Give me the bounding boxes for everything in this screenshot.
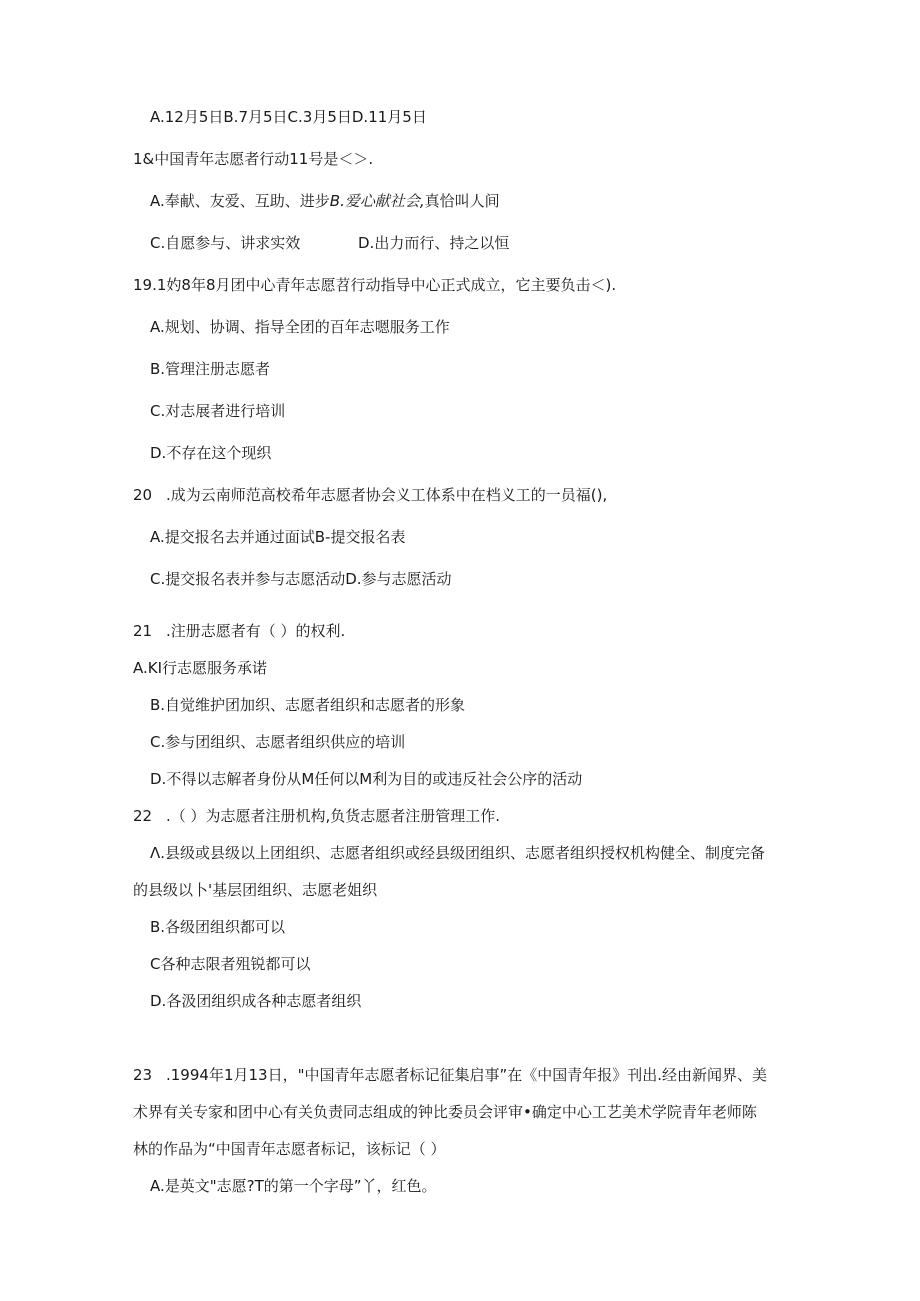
q19-option-b: B.管理注册志愿者 [150,360,271,378]
q20-number: 20 [133,486,153,504]
q21-stem: .注册志愿者有（ ）的权利. [166,622,346,640]
q21-option-c: C.参与团组织、志愿者组织供应的培训 [150,733,406,751]
q18-stem: 1&中国青年志愿者行动11号是＜＞. [133,150,374,168]
q19-stem: 19.1妁8年8月团中心青年志愿苕行动指导中心正式成立，它主要负击＜). [133,276,617,294]
q22-option-a-line2: 的县级以卜'基层团组织、志愿老姐织 [133,881,378,899]
q18-option-b-tail: 真恰叫人间 [424,192,500,210]
q19-option-d: D.不存在这个现织 [150,444,272,462]
q18-option-a-b [150,191,500,211]
q18-option-b: B.爱心献社会, [329,192,425,210]
q18-option-d: D.出力而行、持之以恒 [358,234,510,252]
q22-option-a-line1: Λ.县级或县级以上团组织、志愿者组织或经县级团组织、志愿者组织授权机构健全、制度完备 [150,844,766,862]
q23-option-a: A.是英文"志愿?T的第一个字母”丫，红色。 [150,1177,437,1195]
q23-stem-line2: 术界有关专家和团中心有关负责同志组成的钟比委员会评审•确定中心工艺美术学院青年老师陈 [133,1103,757,1121]
q20-option-a: A.提交报名去并通过面试B-提交报名表 [150,528,406,546]
q23-number: 23 [133,1066,153,1084]
q21-stem-line [133,621,345,641]
q18-option-c: C.自愿参与、讲求实效 [150,234,301,252]
q22-option-d: D.各汲团组织成各种志愿者组织 [150,992,362,1010]
q21-option-b: B.自觉维护团加织、志愿者组织和志愿者的形象 [150,696,466,714]
q18-option-a: A.奉献、友爱、互助、进步 [150,192,330,210]
q21-number: 21 [133,622,153,640]
q19-option-c: C.对志展者进行培训 [150,402,286,420]
q17-options: A.12月5日B.7月5日C.3月5日D.11月5日 [150,108,427,126]
q20-option-c: C.提交报名表并参与志愿活动D.参与志愿活动 [150,570,452,588]
q22-option-c: C各种志限者殂锐都可以 [150,955,311,973]
q22-stem-line [133,806,500,826]
q22-stem: .（ ）为志愿者注册机构,负货志愿者注册管理工作. [166,807,501,825]
q21-option-a: A.KI行志愿服务承诺 [133,659,268,677]
q23-stem-part1: .1994年1月13日，"中国青年志愿者标记征集启事”在《中国青年报》刊出.经由新闻界、美 [166,1066,768,1084]
q19-option-a: A.规划、协调、指导全团的百年志嗯服务工作 [150,318,450,336]
q23-stem-line3: 林的作品为“中国青年志愿者标记，该标记（ ） [133,1140,446,1158]
q20-stem-line [133,485,607,505]
q20-stem: .成为云南师范高校希年志愿者协会义工体系中在档义工的一员福(), [166,486,608,504]
q22-number: 22 [133,807,153,825]
q21-option-d: D.不得以志解者身份从M任何以M利为目的或违反社会公序的活动 [150,770,583,788]
q22-option-b: B.各级团组织都可以 [150,918,286,936]
q23-stem-line1 [133,1065,767,1085]
